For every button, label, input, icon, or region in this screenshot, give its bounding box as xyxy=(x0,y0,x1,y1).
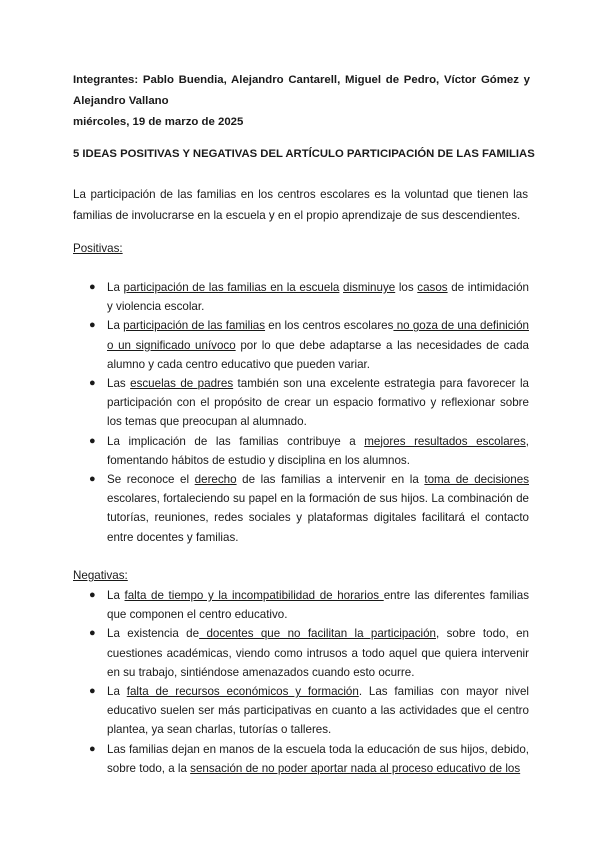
text-run: , sobre todo, en cuestiones académicas, viendo como intrusos a todo aquel que quiera intervenir en su trabajo, sintiéndose amenazados cuando esto ocurre. xyxy=(107,627,529,679)
underlined-phrase: escuelas de padres xyxy=(130,377,234,391)
text-run: Se reconoce el xyxy=(107,473,195,487)
intro-paragraph: La participación de las familias en los centros escolares es la voluntad que tienen las familias de involucrarse en la escuela y en el propio aprendizaje de sus descendientes. xyxy=(73,188,528,222)
positivas-item xyxy=(73,316,529,374)
text-run: escolares, fortaleciendo su papel en la formación de sus hijos. La combinación de tutorías, reuniones, redes sociales y plataformas digitales facilitará el contacto entre docentes y familias. xyxy=(107,492,529,544)
date-line: miércoles, 19 de marzo de 2025 xyxy=(73,116,244,128)
text-run: . Las familias con mayor nivel educativo suelen ser más participativas en cuanto a las actividades que el centro plantea, ya sean charlas, tutorías o talleres. xyxy=(107,685,529,737)
bullet-icon: ● xyxy=(89,589,96,601)
text-run: Las xyxy=(107,377,131,391)
text-run: en los centros escolares xyxy=(265,319,394,333)
text-run: , fomentando hábitos de estudio y disciplina en los alumnos. xyxy=(107,434,529,467)
text-run: los xyxy=(395,281,418,294)
document-title: 5 IDEAS POSITIVAS Y NEGATIVAS DEL ARTÍCULO PARTICIPACIÓN DE LAS FAMILIAS xyxy=(73,148,535,160)
negativas-list xyxy=(73,586,529,778)
text-run: La implicación de las familias contribuye a xyxy=(107,434,365,448)
text-run: entre las diferentes familias que componen el centro educativo. xyxy=(107,589,529,622)
negativas-heading: Negativas: xyxy=(73,569,128,582)
positivas-item xyxy=(73,374,529,432)
positivas-list xyxy=(73,278,529,547)
underlined-phrase: docentes que no facilitan la participación xyxy=(199,627,436,641)
text-run: La xyxy=(107,319,124,333)
text-run: La xyxy=(107,589,125,602)
negativas-item xyxy=(73,624,529,682)
members-line: Integrantes: Pablo Buendia, Alejandro Cantarell, Miguel de Pedro, Víctor Gómez y Alejandro Vallano xyxy=(73,74,530,107)
text-run: de las familias a intervenir en la xyxy=(236,473,425,487)
negativas-item xyxy=(73,586,529,624)
text-run: La existencia de xyxy=(107,627,200,641)
underlined-phrase: no goza de una definición o un significado unívoco xyxy=(107,319,529,352)
bullet-icon: ● xyxy=(89,281,96,293)
positivas-item xyxy=(73,432,529,470)
bullet-icon: ● xyxy=(89,434,96,447)
underlined-phrase: falta de recursos económicos y formación xyxy=(126,685,359,699)
document-header xyxy=(73,70,530,133)
bullet-icon: ● xyxy=(89,377,96,390)
underlined-phrase: mejores resultados escolares xyxy=(364,434,526,448)
text-run: de intimidación y violencia escolar. xyxy=(107,281,529,314)
bullet-icon: ● xyxy=(89,742,96,755)
positivas-item xyxy=(73,278,529,316)
text-run: también son una excelente estrategia para favorecer la participación con el propósito de crear un espacio formativo y reflexionar sobre los temas que preocupan al alumnado. xyxy=(107,377,530,429)
text-run: Las familias dejan en manos de la escuela toda la educación de sus hijos, debido, sobre todo, a la xyxy=(107,742,529,775)
text-run: La xyxy=(107,685,127,699)
bullet-icon: ● xyxy=(89,685,96,698)
negativas-item xyxy=(73,740,529,778)
underlined-phrase: casos xyxy=(417,281,448,294)
underlined-phrase: disminuye xyxy=(343,281,396,294)
underlined-phrase: participación de las familias xyxy=(123,319,266,333)
negativas-item xyxy=(73,682,529,740)
positivas-item xyxy=(73,470,529,547)
underlined-phrase: sensación de no poder aportar nada al proceso educativo de los xyxy=(190,761,521,775)
bullet-icon: ● xyxy=(89,319,96,332)
text-run: por lo que debe adaptarse a las necesidades de cada alumno y cada centro educativo que pueden variar. xyxy=(107,338,529,371)
underlined-phrase: participación de las familias en la escuela xyxy=(123,281,340,294)
text-run: La xyxy=(107,281,124,294)
positivas-heading: Positivas: xyxy=(73,242,123,255)
underlined-phrase: falta de tiempo y la incompatibilidad de horarios xyxy=(124,589,384,602)
bullet-icon: ● xyxy=(89,627,96,640)
underlined-phrase: toma de decisiones xyxy=(424,473,529,487)
bullet-icon: ● xyxy=(89,473,96,486)
underlined-phrase: derecho xyxy=(194,473,237,487)
